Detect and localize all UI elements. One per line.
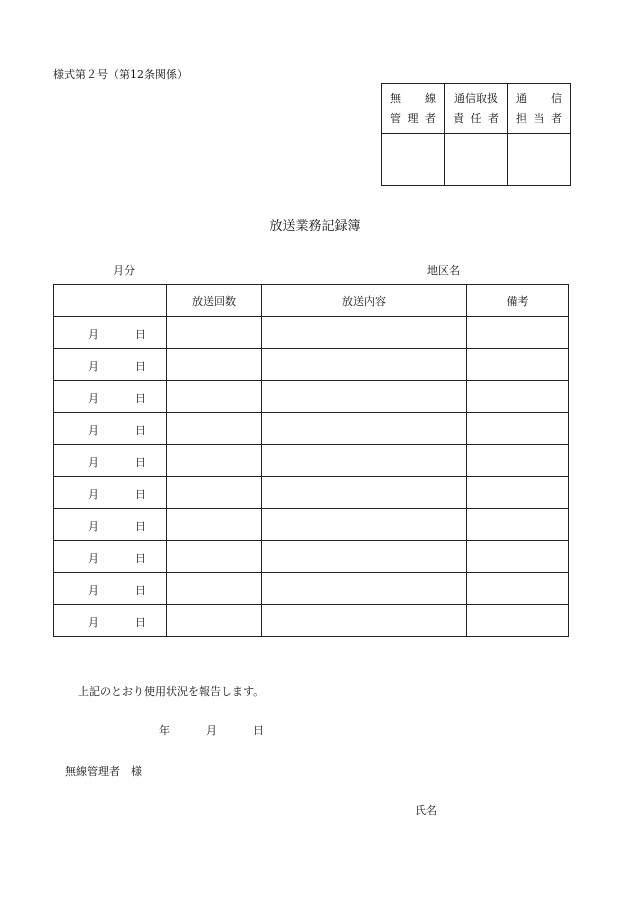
row-month-label: 月 [88, 360, 99, 373]
broadcast-count-cell[interactable] [167, 413, 262, 445]
row-day-label: 日 [135, 392, 146, 405]
remarks-cell[interactable] [467, 541, 569, 573]
broadcast-count-cell[interactable] [167, 509, 262, 541]
broadcast-content-cell[interactable] [262, 445, 467, 477]
date-cell[interactable] [54, 445, 167, 477]
approval-seal-cell[interactable] [445, 134, 508, 186]
table-row [54, 477, 569, 509]
date-cell[interactable] [54, 477, 167, 509]
row-month-label: 月 [88, 328, 99, 341]
broadcast-content-cell[interactable] [262, 413, 467, 445]
approval-header-comms-staff: 通 信 担 当 者 [508, 84, 571, 134]
report-date-day: 日 [253, 724, 264, 737]
row-month-label: 月 [88, 424, 99, 437]
row-month-label: 月 [88, 392, 99, 405]
row-day-label: 日 [135, 456, 146, 469]
report-statement: 上記のとおり使用状況を報告します。 [78, 685, 265, 698]
header-broadcast-count: 放送回数 [167, 285, 262, 317]
approval-seal-cell[interactable] [508, 134, 571, 186]
broadcast-content-cell[interactable] [262, 317, 467, 349]
row-month-label: 月 [88, 616, 99, 629]
table-row [54, 317, 569, 349]
remarks-cell[interactable] [467, 573, 569, 605]
broadcast-count-cell[interactable] [167, 445, 262, 477]
table-row [54, 509, 569, 541]
broadcast-content-cell[interactable] [262, 381, 467, 413]
remarks-cell[interactable] [467, 381, 569, 413]
broadcast-content-cell[interactable] [262, 477, 467, 509]
date-cell[interactable] [54, 381, 167, 413]
broadcast-content-cell[interactable] [262, 541, 467, 573]
approval-header-radio-manager: 無 線 管 理 者 [382, 84, 445, 134]
date-cell[interactable] [54, 509, 167, 541]
remarks-cell[interactable] [467, 349, 569, 381]
row-month-label: 月 [88, 456, 99, 469]
approval-header-comms-officer: 通信取扱 責 任 者 [445, 84, 508, 134]
date-cell[interactable] [54, 413, 167, 445]
remarks-cell[interactable] [467, 445, 569, 477]
approval-box [381, 83, 571, 186]
row-month-label: 月 [88, 584, 99, 597]
row-month-label: 月 [88, 488, 99, 501]
broadcast-count-cell[interactable] [167, 541, 262, 573]
broadcast-content-cell[interactable] [262, 573, 467, 605]
table-row [54, 381, 569, 413]
addressee: 無線管理者 様 [65, 765, 142, 778]
remarks-cell[interactable] [467, 413, 569, 445]
report-date-month: 月 [206, 724, 217, 737]
remarks-cell[interactable] [467, 477, 569, 509]
table-row [54, 573, 569, 605]
row-day-label: 日 [135, 328, 146, 341]
broadcast-count-cell[interactable] [167, 317, 262, 349]
row-day-label: 日 [135, 360, 146, 373]
row-day-label: 日 [135, 584, 146, 597]
district-label: 地区名 [427, 264, 460, 277]
table-row [54, 413, 569, 445]
remarks-cell[interactable] [467, 317, 569, 349]
month-label: 月分 [113, 264, 135, 277]
document-title: 放送業務記録簿 [269, 219, 361, 234]
broadcast-count-cell[interactable] [167, 381, 262, 413]
broadcast-content-cell[interactable] [262, 509, 467, 541]
row-day-label: 日 [135, 424, 146, 437]
date-cell[interactable] [54, 605, 167, 637]
broadcast-content-cell[interactable] [262, 605, 467, 637]
date-cell[interactable] [54, 349, 167, 381]
date-cell[interactable] [54, 317, 167, 349]
row-month-label: 月 [88, 520, 99, 533]
row-day-label: 日 [135, 520, 146, 533]
broadcast-count-cell[interactable] [167, 605, 262, 637]
table-row [54, 349, 569, 381]
name-label: 氏名 [415, 804, 437, 817]
row-day-label: 日 [135, 616, 146, 629]
report-date-year: 年 [159, 724, 170, 737]
date-cell[interactable] [54, 573, 167, 605]
broadcast-count-cell[interactable] [167, 349, 262, 381]
remarks-cell[interactable] [467, 509, 569, 541]
approval-seal-cell[interactable] [382, 134, 445, 186]
row-day-label: 日 [135, 552, 146, 565]
broadcast-content-cell[interactable] [262, 349, 467, 381]
broadcast-count-cell[interactable] [167, 477, 262, 509]
table-row [54, 541, 569, 573]
remarks-cell[interactable] [467, 605, 569, 637]
header-date [54, 285, 167, 317]
broadcast-count-cell[interactable] [167, 573, 262, 605]
row-day-label: 日 [135, 488, 146, 501]
table-header-row [54, 285, 569, 317]
header-broadcast-content: 放送内容 [262, 285, 467, 317]
broadcast-record-table [53, 284, 569, 637]
table-row [54, 605, 569, 637]
table-row [54, 445, 569, 477]
date-cell[interactable] [54, 541, 167, 573]
form-number: 様式第２号（第12条関係） [53, 68, 188, 81]
header-remarks: 備考 [467, 285, 569, 317]
row-month-label: 月 [88, 552, 99, 565]
